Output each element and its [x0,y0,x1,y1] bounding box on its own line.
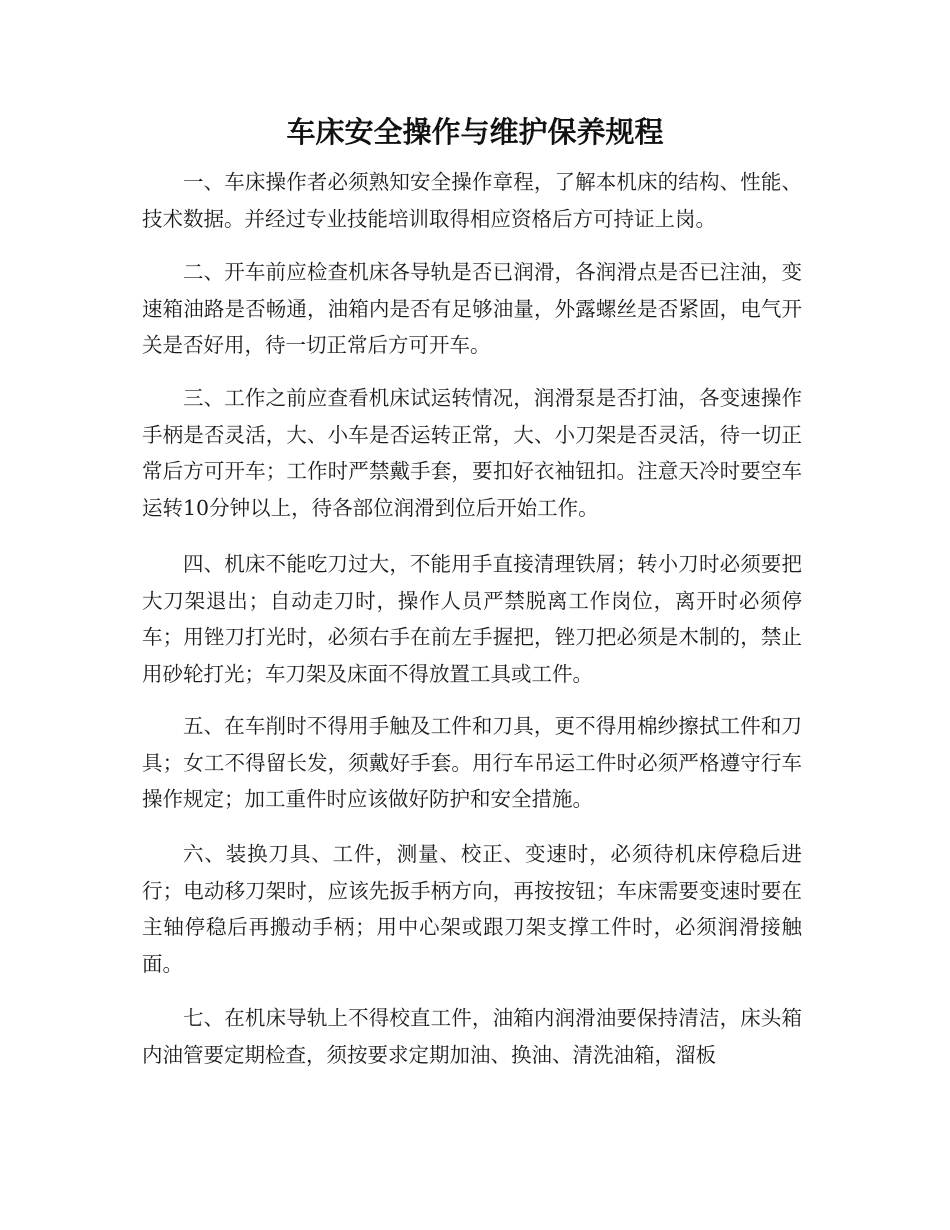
paragraph-2: 二、开车前应检查机床各导轨是否已润滑，各润滑点是否已注油，变速箱油路是否畅通，油箱内是否有足够油量，外露螺丝是否紧固，电气开关是否好用，待一切正常后方可开车。 [142,260,802,357]
document-title: 车床安全操作与维护保养规程 [286,115,664,149]
paragraph-3: 三、工作之前应查看机床试运转情况，润滑泵是否打油，各变速操作手柄是否灵活，大、小车是否运转正常，大、小刀架是否灵活，待一切正常后方可开车；工作时严禁戴手套，要扣好衣袖钮扣。注意天冷时要空车运转10分钟以上，待各部位润滑到位后开始工作。 [142,386,802,520]
paragraph-5: 五、在车削时不得用手触及工件和刀具，更不得用棉纱擦拭工件和刀具；女工不得留长发，须戴好手套。用行车吊运工件时必须严格遵守行车操作规定；加工重件时应该做好防护和安全措施。 [142,714,802,811]
paragraph-1: 一、车床操作者必须熟知安全操作章程，了解本机床的结构、性能、技术数据。并经过专业技能培训取得相应资格后方可持证上岗。 [142,170,802,231]
paragraph-4: 四、机床不能吃刀过大，不能用手直接清理铁屑；转小刀时必须要把大刀架退出；自动走刀时，操作人员严禁脱离工作岗位，离开时必须停车；用锉刀打光时，必须右手在前左手握把，锉刀把必须是木制的，禁止用砂轮打光；车刀架及床面不得放置工具或工件。 [142,552,802,686]
paragraph-7: 七、在机床导轨上不得校直工件，油箱内润滑油要保持清洁，床头箱内油管要定期检查，须按要求定期加油、换油、清洗油箱，溜板 [142,1006,802,1067]
paragraph-6: 六、装换刀具、工件，测量、校正、变速时，必须待机床停稳后进行；电动移刀架时，应该先扳手柄方向，再按按钮；车床需要变速时要在主轴停稳后再搬动手柄；用中心架或跟刀架支撑工件时，必须润滑接触面。 [142,842,802,976]
